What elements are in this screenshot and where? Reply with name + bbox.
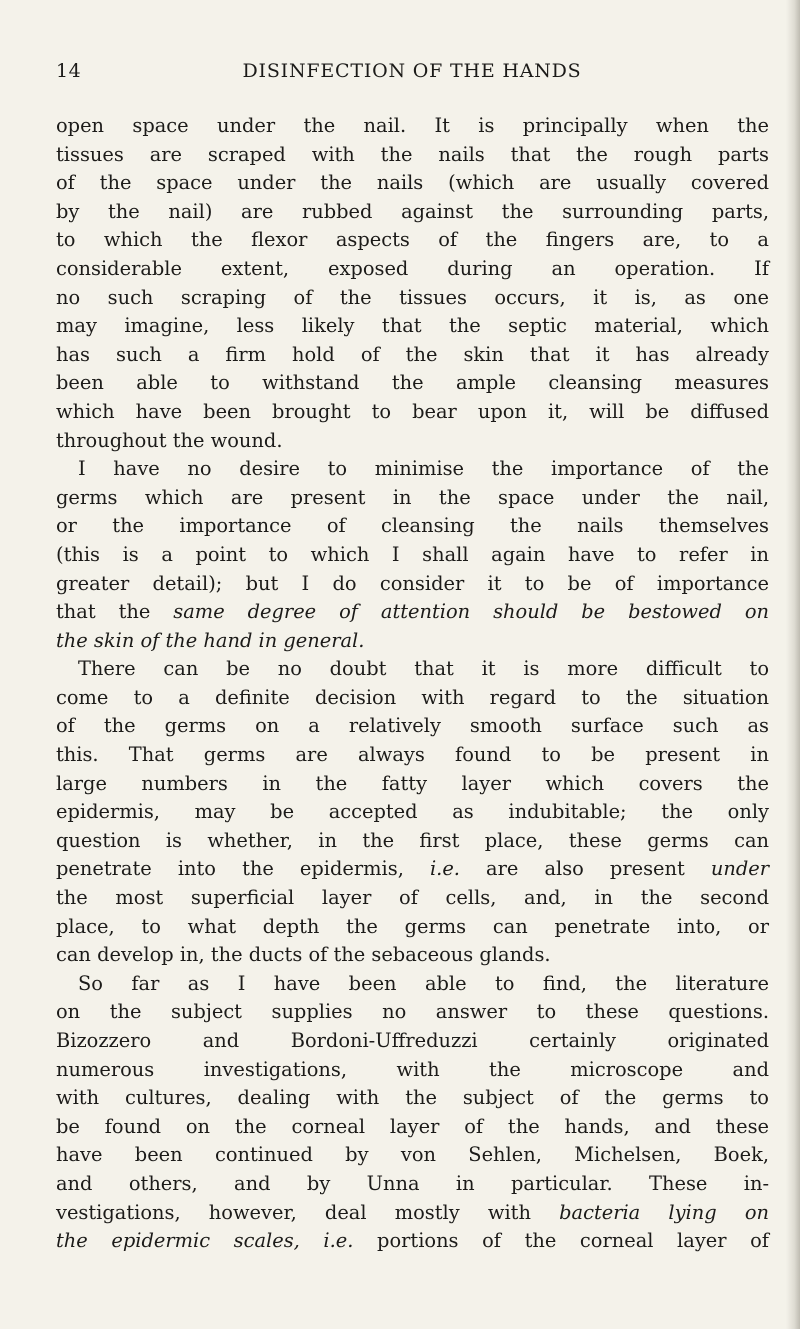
text-segment: may imagine, less likely that the septic material, which: [56, 314, 769, 338]
text-line: [56, 341, 769, 370]
text-line: [56, 741, 769, 770]
text-segment: tissues are scraped with the nails that the rough parts: [56, 142, 769, 166]
text-line: [56, 512, 769, 541]
text-line: [56, 427, 769, 456]
text-line: [56, 941, 769, 970]
text-segment: throughout the wound.: [56, 428, 283, 452]
text-segment: be found on the corneal layer of the hands, and these: [56, 1114, 769, 1138]
text-segment: epidermis, may be accepted as indubitable; the only: [56, 800, 769, 824]
page-number: 14: [56, 60, 82, 82]
text-line: [56, 541, 769, 570]
text-segment: So far as I have been able to find, the literature: [78, 971, 769, 995]
text-line: [56, 827, 769, 856]
text-segment: that the: [56, 600, 174, 624]
text-segment: or the importance of cleansing the nails themselves: [56, 514, 769, 538]
text-segment: with cultures, dealing with the subject of the germs to: [56, 1086, 769, 1110]
text-segment: been able to withstand the ample cleansing measures: [56, 371, 769, 395]
italic-text: same degree of attention should be bestowed on: [173, 600, 770, 624]
text-segment: penetrate into the epidermis,: [56, 857, 430, 881]
text-segment: this. That germs are always found to be present in: [56, 743, 769, 767]
text-segment: vestigations, however, deal mostly with: [56, 1200, 560, 1224]
text-segment: (this is a point to which I shall again have to refer in: [56, 542, 769, 566]
text-line: [56, 284, 769, 313]
text-segment: can develop in, the ducts of the sebaceous glands.: [56, 943, 551, 967]
italic-text: the skin of the hand in general.: [56, 628, 365, 652]
text-segment: There can be no doubt that it is more difficult to: [78, 657, 769, 681]
text-line: [56, 884, 769, 913]
text-line: [56, 598, 769, 627]
text-line: [56, 312, 769, 341]
text-segment: by the nail) are rubbed against the surrounding parts,: [56, 199, 769, 223]
text-line: [56, 970, 769, 999]
italic-text: bacteria lying on: [559, 1200, 769, 1224]
text-segment: no such scraping of the tissues occurs, it is, as one: [56, 285, 769, 309]
text-segment: germs which are present in the space under the nail,: [56, 485, 769, 509]
text-line: [56, 570, 769, 599]
text-segment: portions of the corneal layer of: [353, 1229, 769, 1253]
text-segment: has such a firm hold of the skin that it has already: [56, 342, 769, 366]
text-segment: place, to what depth the germs can penetrate into, or: [56, 914, 769, 938]
text-line: [56, 1141, 769, 1170]
page-edge-shadow: [786, 0, 800, 1329]
text-line: [56, 1170, 769, 1199]
text-segment: are also present: [459, 857, 711, 881]
running-title: DISINFECTION OF THE HANDS: [242, 60, 582, 82]
text-line: [56, 369, 769, 398]
text-line: [56, 226, 769, 255]
text-segment: and others, and by Unna in particular. These in-: [56, 1171, 769, 1195]
text-segment: Bizozzero and Bordoni-Uffreduzzi certainly originated: [56, 1029, 769, 1052]
text-line: [56, 141, 769, 170]
text-segment: to which the flexor aspects of the fingers are, to a: [56, 228, 769, 252]
italic-text: under: [710, 857, 770, 881]
italic-text: i.e.: [429, 857, 460, 881]
text-segment: on the subject supplies no answer to these questions.: [56, 1000, 769, 1024]
text-line: [56, 684, 769, 713]
text-segment: I have no desire to minimise the importance of the: [78, 457, 769, 481]
text-line: [56, 712, 769, 741]
text-line: [56, 198, 769, 227]
text-line: [56, 770, 769, 799]
text-line: [56, 913, 769, 942]
italic-text: the epidermic scales, i.e.: [56, 1229, 354, 1253]
text-segment: come to a definite decision with regard to the situation: [56, 685, 769, 709]
text-line: [56, 398, 769, 427]
text-segment: the most superficial layer of cells, and, in the second: [56, 886, 769, 910]
text-line: [56, 798, 769, 827]
text-line: [56, 1113, 769, 1142]
text-line: [56, 1227, 769, 1256]
text-segment: of the germs on a relatively smooth surface such as: [56, 714, 769, 738]
text-line: [56, 1084, 769, 1113]
text-segment: numerous investigations, with the microscope and: [56, 1057, 769, 1081]
text-line: [56, 855, 769, 884]
text-line: [56, 627, 769, 656]
text-segment: considerable extent, exposed during an operation. If: [56, 256, 769, 280]
text-segment: which have been brought to bear upon it, will be diffused: [56, 399, 769, 423]
text-line: [56, 1027, 769, 1056]
text-line: [56, 455, 769, 484]
text-line: [56, 484, 769, 513]
text-segment: have been continued by von Sehlen, Michelsen, Boek,: [56, 1143, 769, 1167]
text-segment: open space under the nail. It is principally when the: [56, 114, 769, 137]
text-line: [56, 1199, 769, 1228]
page-header: [56, 60, 768, 90]
text-segment: of the space under the nails (which are usually covered: [56, 171, 769, 195]
text-segment: question is whether, in the first place, these germs can: [56, 828, 769, 852]
text-line: [56, 1056, 769, 1085]
text-line: [56, 998, 769, 1027]
text-line: [56, 112, 769, 141]
text-segment: greater detail); but I do consider it to be of importance: [56, 571, 769, 595]
text-line: [56, 169, 769, 198]
text-line: [56, 255, 769, 284]
text-line: [56, 655, 769, 684]
text-segment: large numbers in the fatty layer which covers the: [56, 771, 769, 795]
body-text: [56, 112, 769, 1256]
